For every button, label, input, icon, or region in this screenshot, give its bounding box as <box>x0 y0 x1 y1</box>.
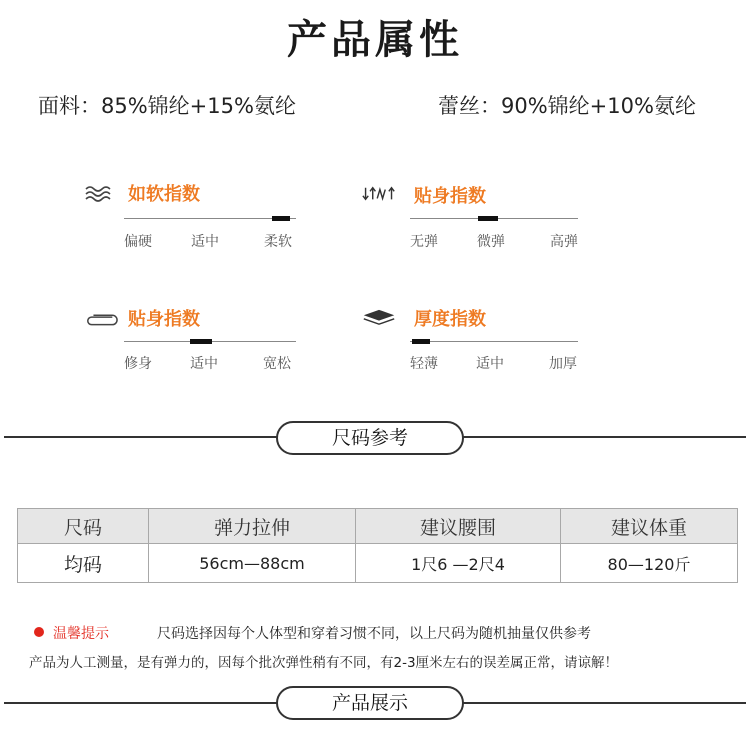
scale-label: 修身 <box>124 356 152 372</box>
stretch-arrows-icon <box>362 184 396 204</box>
bullet-dot-icon <box>34 627 44 637</box>
index-title: 贴身指数 <box>414 186 486 207</box>
table-cell: 56cm—88cm <box>149 544 356 583</box>
scale-label: 适中 <box>476 356 504 372</box>
size-table <box>17 508 738 583</box>
wave-icon <box>84 184 118 204</box>
scale-label: 适中 <box>190 356 218 372</box>
notice-line: 产品为人工测量，是有弹力的，因每个批次弹性稍有不同，有2-3厘米左右的误差属正常，请谅解！ <box>29 655 619 671</box>
notice-line: 尺码选择因每个人体型和穿着习惯不同，以上尺码为随机抽量仅供参考 <box>157 626 591 642</box>
scale-marker <box>190 339 212 344</box>
paperclip-icon <box>84 309 118 329</box>
thickness-scale <box>410 341 578 342</box>
product-display-heading: 产品展示 <box>276 686 464 720</box>
scale-label: 轻薄 <box>410 356 438 372</box>
scale-label: 无弹 <box>410 234 438 250</box>
scale-marker <box>272 216 290 221</box>
scale-label: 高弹 <box>550 234 578 250</box>
table-header-cell: 尺码 <box>18 509 149 544</box>
fabric-composition: 面料：85%锦纶+15%氨纶 <box>38 94 296 118</box>
index-title: 如软指数 <box>128 184 200 205</box>
scale-label: 柔软 <box>264 234 292 250</box>
table-cell: 1尺6 —2尺4 <box>356 544 561 583</box>
table-header-row <box>18 509 738 544</box>
scale-marker <box>478 216 498 221</box>
table-header-cell: 建议腰围 <box>356 509 561 544</box>
table-cell: 80—120斤 <box>561 544 738 583</box>
softness-scale <box>124 218 296 219</box>
size-reference-heading: 尺码参考 <box>276 421 464 455</box>
lace-composition: 蕾丝：90%锦纶+10%氨纶 <box>438 94 696 118</box>
scale-label: 宽松 <box>263 356 291 372</box>
layers-icon <box>362 307 396 327</box>
elasticity-scale <box>410 218 578 219</box>
table-cell: 均码 <box>18 544 149 583</box>
scale-label: 偏硬 <box>124 234 152 250</box>
scale-marker <box>412 339 430 344</box>
fit-scale <box>124 341 296 342</box>
scale-label: 微弹 <box>477 234 505 250</box>
table-header-cell: 建议体重 <box>561 509 738 544</box>
table-row <box>18 544 738 583</box>
scale-label: 适中 <box>191 234 219 250</box>
scale-label: 加厚 <box>549 356 577 372</box>
page-title: 产品属性 <box>287 17 463 63</box>
index-title: 厚度指数 <box>414 309 486 330</box>
index-title: 贴身指数 <box>128 309 200 330</box>
table-header-cell: 弹力拉伸 <box>149 509 356 544</box>
notice-label: 温馨提示 <box>53 626 109 642</box>
